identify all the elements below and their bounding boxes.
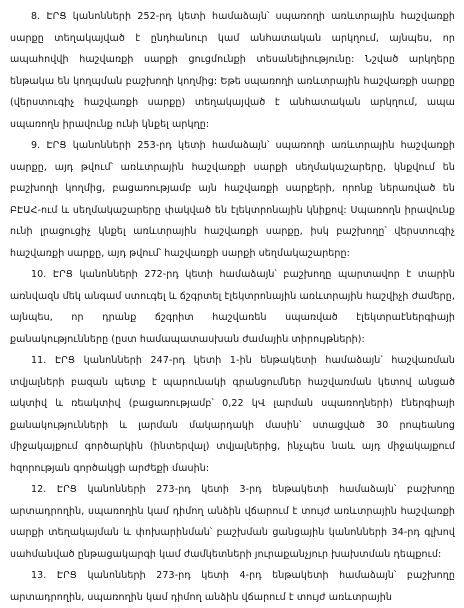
paragraph-10: 10. ԷՐՑ կանոնների 272-րդ կետի համաձայն՝ բաշխողը պարտավոր է տարին առնվազն մեկ անգամ ստուգել և ճշգրտել էլեկտրոնային առևտրային հաշվիչի ժամերը, այնպես, որ դրանք ճշգրիտ հաշվառեն սպառված էլեկտրաէներգիայի քանակությունները (ըստ համապատասխան ժամային տիրույթների): [10, 269, 455, 345]
paragraph-8: 8. ԷՐՑ կանոնների 252-րդ կետի համաձայն՝ սպառողի առևտրային հաշվառքի սարքը տեղակայված է ընդհանուր կամ անհատական արկղում, այնպես, որ ապահովվի հաշվառքի սարքի ցուցմունքի տեսանելիությունը: Նշված արկղերը ենթակա են կողպման բաշխողի կողմից: Եթե սպառողի առևտրային հաշվառքի սարքը (վերստուգիչ հաշվառքի սարքը) տեղակայված է անհատական արկղում, ապա սպառողն իրավունք ունի կնքել արկղը: [10, 11, 455, 130]
paragraph-9: 9. ԷՐՑ կանոնների 253-րդ կետի համաձայն՝ սպառողի առևտրային հաշվառքի սարքը, այդ թվում՝ առևտրային հաշվառքի սարքի սեղմակաշարերը, կնքվում են բաշխողի կողմից, բացառությամբ այն հաշվառքի սարքերի, որոնք ներառված են ԲԷԱՀ-ում և սեղմակաշարերը փակված են էլեկտրոնային կնիքով: Սպառողն իրավունք ունի լրացուցիչ կնքել առևտրային հաշվառքի սարքը, իսկ բաշխողը՝ վերստուգիչ հաշվառքի սարքը, այդ թվում՝ հաշվառքի սարքի սեղմակաշարերը: [10, 140, 455, 259]
paragraph-13: 13. ԷՐՑ կանոնների 273-րդ կետի 4-րդ ենթակետի համաձայն՝ բաշխողը արտադրողին, սպառողին կամ դիմող անձին վճարում է տույժ առևտրային [10, 570, 455, 603]
paragraph-11: 11. ԷՐՑ կանոնների 247-րդ կետի 1-ին ենթակետի համաձայն՝ հաշվառման տվյալների բազան պետք է պարունակի գրանցումներ հաշվառման կետով անցած ակտիվ և ռեակտիվ (բացառությամբ՝ 0,22 կՎ լարման սպառողների) էներգիայի քանակությունների և լարման մակարդակի մասին՝ ստացված 30 րոպեանոց միջակայքում գործարկին (ինտերվալ) տվյալներից, ինչպես նաև այդ միջակայքում հզորության գործակցի արժեքի մասին: [10, 355, 455, 474]
paragraph-12: 12. ԷՐՑ կանոնների 273-րդ կետի 3-րդ ենթակետի համաձայն՝ բաշխողը արտադրողին, սպառողին կամ դիմող անձին վճարում է տույժ առևտրային հաշվառքի սարքի տեղակայման և փոխարինման՝ բաշխման ցանցային կանոնների 34-րդ գլխով սահմանված ընթացակարգի կամ ժամկետների յուրաքանչյուր խախտման դեպքում: [10, 484, 455, 560]
